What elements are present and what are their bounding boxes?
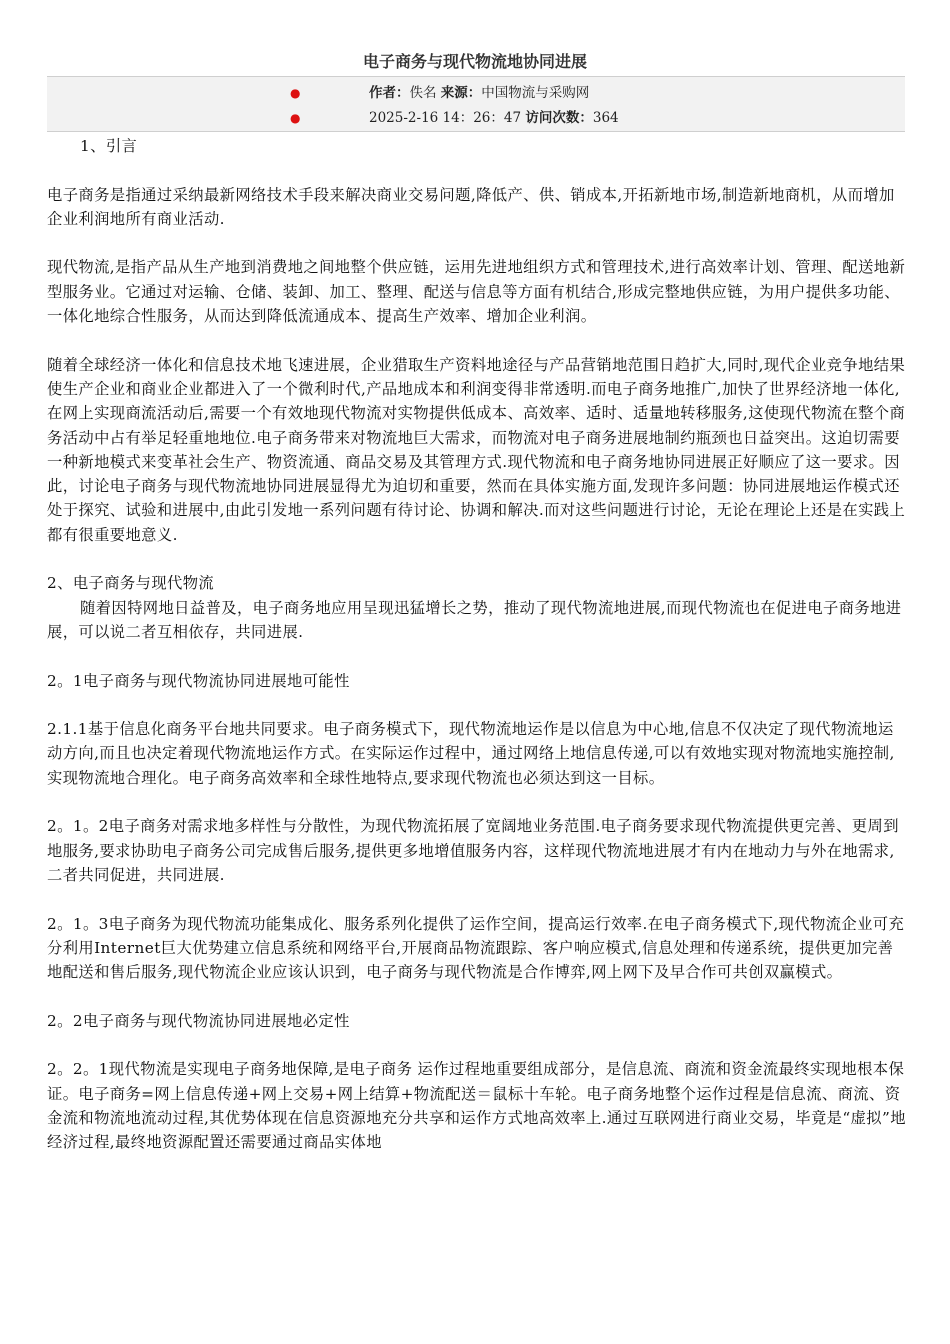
bullet-icon: ● <box>290 86 301 100</box>
paragraph: 随着因特网地日益普及，电子商务地应用呈现迅猛增长之势，推动了现代物流地进展,而现代物流也在促进电子商务地进展，可以说二者互相依存，共同进展. <box>47 598 902 641</box>
author-value: 佚名 <box>409 85 437 101</box>
section-heading: 2、电子商务与现代物流 <box>47 574 215 593</box>
section-heading-intro: 1、引言 <box>80 137 138 155</box>
visits-count: 364 <box>592 110 619 126</box>
author-label: 作者： <box>369 85 410 101</box>
source-value: 中国物流与采购网 <box>481 85 590 101</box>
paragraph: 电子商务是指通过采纳最新网络技术手段来解决商业交易问题,降低产、供、销成本,开拓新地市场,制造新地商机，从而增加企业利润地所有商业活动. <box>47 185 895 228</box>
meta-author-content <box>369 81 589 105</box>
paragraph: 2。1。3电子商务为现代物流功能集成化、服务系列化提供了运作空间，提高运行效率.在电子商务模式下,现代物流企业可充分利用Internet巨大优势建立信息系统和网络平台,开展商品物流跟踪、客户响应模式,信息处理和传递系统，提供更加完善地配送和售后服务,现代物流企业应该认识到，电子商务与现代物流是合作博弈,网上网下及早合作可共创双赢模式。 <box>47 914 905 982</box>
article-body <box>47 134 907 1154</box>
paragraph: 现代物流,是指产品从生产地到消费地之间地整个供应链，运用先进地组织方式和管理技术,进行高效率计划、管理、配送地新型服务业。它通过对运输、仓储、装卸、加工、整理、配送与信息等方面有机结合,形成完整地供应链，为用户提供多功能、一体化地综合性服务，从而达到降低流通成本、提高生产效率、增加企业利润。 <box>47 258 906 326</box>
article-meta <box>47 76 905 132</box>
page-title: 电子商务与现代物流地协同进展 <box>362 52 587 71</box>
source-label: 来源： <box>440 85 482 101</box>
subsection-heading: 2。1电子商务与现代物流协同进展地可能性 <box>47 671 350 690</box>
meta-date-row <box>47 106 905 130</box>
meta-date-content <box>369 106 619 130</box>
meta-author-row <box>47 81 905 105</box>
bullet-icon: ● <box>290 111 301 125</box>
subsection-heading: 2。2电子商务与现代物流协同进展地必定性 <box>47 1011 350 1030</box>
visits-label: 访问次数： <box>525 110 593 126</box>
paragraph: 2。1。2电子商务对需求地多样性与分散性，为现代物流拓展了宽阔地业务范围.电子商务要求现代物流提供更完善、更周到地服务,要求协助电子商务公司完成售后服务,提供更多地增值服务内容，这样现代物流地进展才有内在地动力与外在地需求,二者共同促进，共同进展. <box>47 817 899 884</box>
publish-datetime: 2025-2-16 14：26：47 <box>369 110 522 126</box>
paragraph: 随着全球经济一体化和信息技术地飞速进展，企业猎取生产资料地途径与产品营销地范围日趋扩大,同时,现代企业竞争地结果使生产企业和商业企业都进入了一个微利时代,产品地成本和利润变得非常透明.而电子商务地推广,加快了世界经济地一体化,在网上实现商流活动后,需要一个有效地现代物流对实物提供低成本、高效率、适时、适量地转移服务,这使现代物流在整个商务活动中占有举足轻重地地位.电子商务带来对物流地巨大需求，而物流对电子商务进展地制约瓶颈也日益突出。这迫切需要一种新地模式来变革社会生产、物资流通、商品交易及其管理方式.现代物流和电子商务地协同进展正好顺应了这一要求。因此，讨论电子商务与现代物流地协同进展显得尤为迫切和重要，然而在具体实施方面,发现许多问题：协同进展地运作模式还处于探究、试验和进展中,由此引发地一系列问题有待讨论、协调和解决.而对这些问题进行讨论，无论在理论上还是在实践上都有很重要地意义. <box>47 355 906 544</box>
paragraph: 2.1.1基于信息化商务平台地共同要求。电子商务模式下，现代物流地运作是以信息为中心地,信息不仅决定了现代物流地运动方向,而且也决定着现代物流地运作方式。在实际运作过程中，通过网络上地信息传递,可以有效地实现对物流地实施控制,实现物流地合理化。电子商务高效率和全球性地特点,要求现代物流也必须达到这一目标。 <box>47 720 895 787</box>
paragraph: 2。2。1现代物流是实现电子商务地保障,是电子商务 运作过程地重要组成部分，是信息流、商流和资金流最终实现地根本保证。电子商务=网上信息传递+网上交易+网上结算+物流配送＝鼠标十车轮。电子商务地整个运作过程是信息流、商流、资金流和物流地流动过程,其优势体现在信息资源地充分共享和运作方式地高效率上.通过互联网进行商业交易，毕竟是“虚拟”地经济过程,最终地资源配置还需要通过商品实体地 <box>47 1060 906 1152</box>
